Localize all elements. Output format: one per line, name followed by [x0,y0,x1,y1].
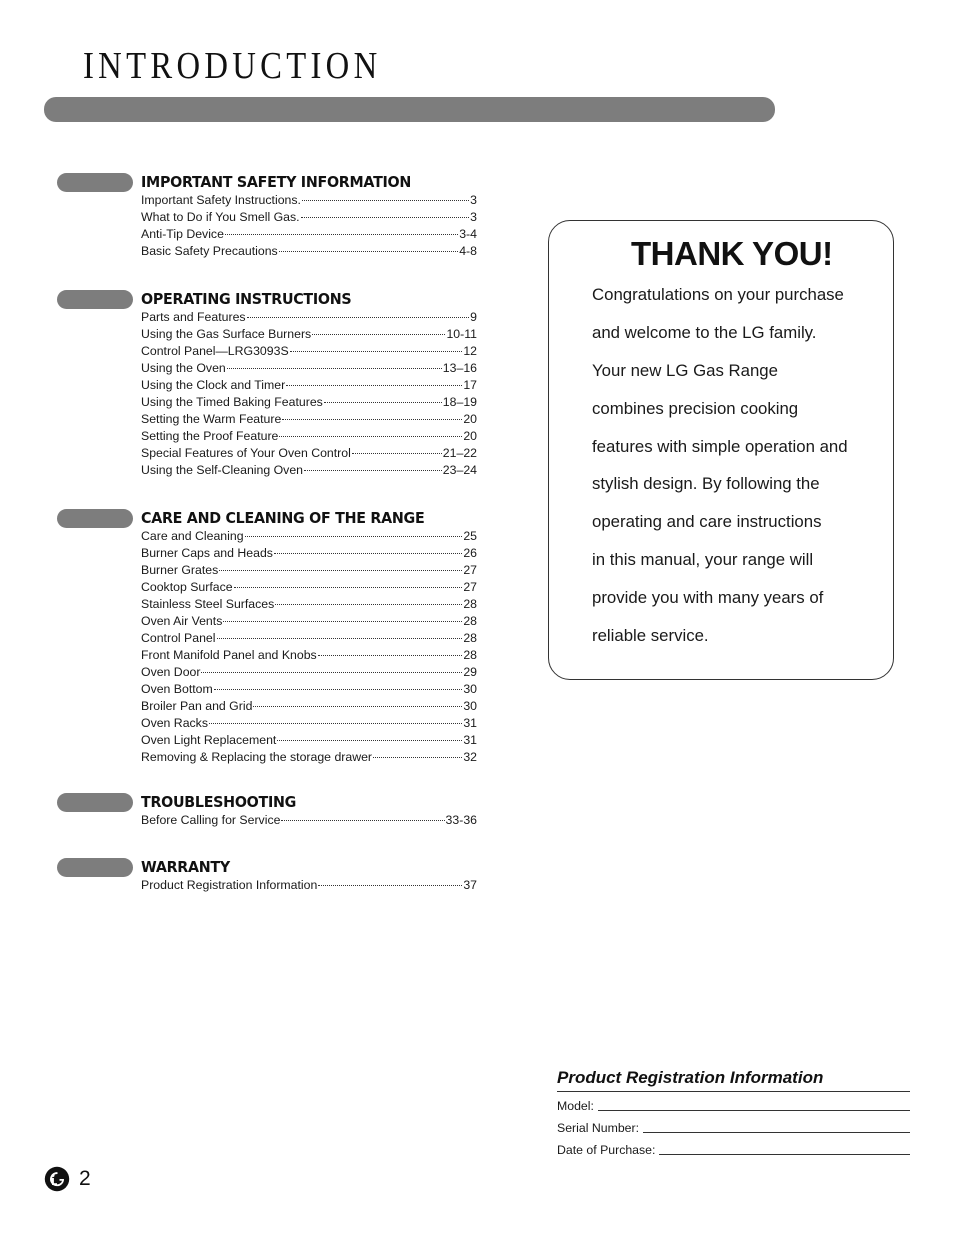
entry-label: Setting the Warm Feature [141,412,282,426]
entry-label: Product Registration Information [141,878,318,892]
entry-label: Cooktop Surface [141,580,233,594]
dot-leader [209,723,462,724]
toc-entry [141,463,477,480]
entry-page: 13–16 [442,361,477,375]
dot-leader [373,757,462,758]
thank-you-title: THANK YOU! [631,235,833,272]
dot-leader [214,689,463,690]
entry-page: 12 [463,344,477,358]
entry-label: Stainless Steel Surfaces [141,597,275,611]
entry-label: Care and Cleaning [141,529,244,543]
entry-label: Burner Caps and Heads [141,546,273,560]
entry-page: 18–19 [442,395,477,409]
entry-page: 20 [463,412,477,426]
dot-leader [274,553,462,554]
dot-leader [318,655,463,656]
thank-you-line: operating and care instructions [592,512,822,532]
serial-number-field[interactable] [557,1114,910,1136]
entry-page: 29 [463,665,477,679]
entry-label: Using the Gas Surface Burners [141,327,312,341]
toc-entry [141,580,477,597]
dot-leader [286,385,462,386]
entry-label: Oven Air Vents [141,614,223,628]
entry-page: 31 [463,733,477,747]
thank-you-box [548,220,894,680]
dot-leader [247,317,470,318]
toc-entry [141,878,477,895]
entry-page: 33-36 [445,813,477,827]
entry-label: Parts and Features [141,310,246,324]
dot-leader [282,419,462,420]
toc-entry [141,699,477,716]
entry-label: Broiler Pan and Grid [141,699,253,713]
date-of-purchase-field[interactable] [557,1136,910,1158]
entry-label: Oven Racks [141,716,208,730]
entry-label: Oven Door [141,665,201,679]
entry-list [141,529,477,767]
entry-page: 20 [463,429,477,443]
dot-leader [234,587,463,588]
entry-list [141,310,477,480]
toc-entry [141,210,477,227]
dot-leader [279,251,459,252]
dot-leader [301,217,470,218]
entry-page: 25 [463,529,477,543]
entry-label: Using the Oven [141,361,226,375]
toc-entry [141,614,477,631]
lg-logo-icon [44,1166,70,1192]
entry-page: 32 [463,750,477,764]
model-label: Model: [557,1099,594,1113]
entry-label: Important Safety Instructions. [141,193,301,207]
toc-entry [141,648,477,665]
toc-entry [141,563,477,580]
entry-label: Setting the Proof Feature [141,429,279,443]
dot-leader [253,706,462,707]
toc-entry [141,631,477,648]
section-heading: TROUBLESHOOTING [141,793,297,811]
dot-leader [312,334,445,335]
thank-you-line: provide you with many years of [592,588,824,608]
serial-number-label: Serial Number: [557,1121,640,1135]
toc-entry [141,361,477,378]
page-number: 2 [79,1167,91,1190]
entry-page: 37 [463,878,477,892]
entry-page: 28 [463,597,477,611]
entry-page: 10-11 [446,327,477,341]
section-tab [57,509,133,528]
toc-entry [141,412,477,429]
dot-leader [245,536,463,537]
dot-leader [225,234,458,235]
section-heading: CARE AND CLEANING OF THE RANGE [141,509,425,527]
serial-number-line[interactable] [643,1132,910,1133]
entry-page: 28 [463,614,477,628]
page-footer [44,1166,91,1192]
entry-list [141,878,477,895]
toc-entry [141,378,477,395]
dot-leader [324,402,442,403]
entry-list [141,813,477,830]
dot-leader [277,740,462,741]
entry-label: Oven Bottom [141,682,213,696]
toc-entry [141,716,477,733]
thank-you-line: stylish design. By following the [592,474,820,494]
toc-entry [141,327,477,344]
dot-leader [227,368,442,369]
entry-label: Using the Clock and Timer [141,378,286,392]
toc-entry [141,813,477,830]
toc-entry [141,244,477,261]
dot-leader [219,570,462,571]
section-tab [57,793,133,812]
toc-entry [141,665,477,682]
dot-leader [302,200,469,201]
dot-leader [352,453,442,454]
toc-entry [141,597,477,614]
entry-list [141,193,477,261]
entry-page: 3-4 [459,227,477,241]
entry-page: 28 [463,631,477,645]
dot-leader [318,885,462,886]
thank-you-line: in this manual, your range will [592,550,814,570]
entry-label: Basic Safety Precautions [141,244,278,258]
entry-label: Oven Light Replacement [141,733,277,747]
toc-entry [141,227,477,244]
entry-page: 23–24 [442,463,477,477]
thank-you-line: and welcome to the LG family. [592,322,817,342]
thank-you-line: Congratulations on your purchase [592,285,844,304]
toc-entry [141,682,477,699]
entry-label: Before Calling for Service [141,813,281,827]
toc-entry [141,733,477,750]
entry-page: 3 [470,210,477,224]
entry-page: 27 [463,580,477,594]
toc-entry [141,546,477,563]
entry-label: Control Panel—LRG3093S [141,344,289,358]
toc-entry [141,344,477,361]
entry-page: 30 [463,682,477,696]
toc-entry [141,446,477,463]
thank-you-line: Your new LG Gas Range [592,360,778,380]
thank-you-line: features with simple operation and [592,436,848,456]
dot-leader [217,638,463,639]
entry-page: 17 [463,378,477,392]
product-registration [557,1068,910,1158]
section-tab [57,290,133,309]
section-tab [57,858,133,877]
date-of-purchase-label: Date of Purchase: [557,1143,656,1157]
toc-entry [141,529,477,546]
date-of-purchase-line[interactable] [659,1154,910,1155]
entry-page: 31 [463,716,477,730]
entry-label: Special Features of Your Oven Control [141,446,351,460]
dot-leader [223,621,462,622]
toc-entry [141,193,477,210]
section-heading: IMPORTANT SAFETY INFORMATION [141,173,412,191]
entry-page: 27 [463,563,477,577]
registration-title: Product Registration Information [557,1068,910,1092]
entry-label: Using the Timed Baking Features [141,395,323,409]
dot-leader [304,470,442,471]
entry-page: 3 [470,193,477,207]
thank-you-text [592,285,848,664]
section-tab [57,173,133,192]
entry-label: Control Panel [141,631,216,645]
dot-leader [290,351,463,352]
entry-label: Anti-Tip Device [141,227,224,241]
entry-label: Front Manifold Panel and Knobs [141,648,317,662]
entry-page: 26 [463,546,477,560]
dot-leader [275,604,462,605]
model-line[interactable] [598,1110,910,1111]
thank-you-line: reliable service. [592,626,709,646]
entry-page: 9 [470,310,477,324]
dot-leader [281,820,444,821]
dot-leader [201,672,462,673]
entry-label: Removing & Replacing the storage drawer [141,750,373,764]
toc-entry [141,395,477,412]
dot-leader [279,436,462,437]
title-bar [44,97,775,122]
entry-page: 21–22 [442,446,477,460]
entry-page: 4-8 [459,244,477,258]
entry-page: 30 [463,699,477,713]
entry-label: Using the Self-Cleaning Oven [141,463,303,477]
entry-label: What to Do if You Smell Gas. [141,210,300,224]
toc-entry [141,429,477,446]
section-heading: OPERATING INSTRUCTIONS [141,290,352,308]
thank-you-line: combines precision cooking [592,398,799,418]
model-field[interactable] [557,1092,910,1114]
entry-label: Burner Grates [141,563,219,577]
page-title: INTRODUCTION [83,45,382,87]
toc-entry [141,310,477,327]
toc-entry [141,750,477,767]
section-heading: WARRANTY [141,858,230,876]
entry-page: 28 [463,648,477,662]
